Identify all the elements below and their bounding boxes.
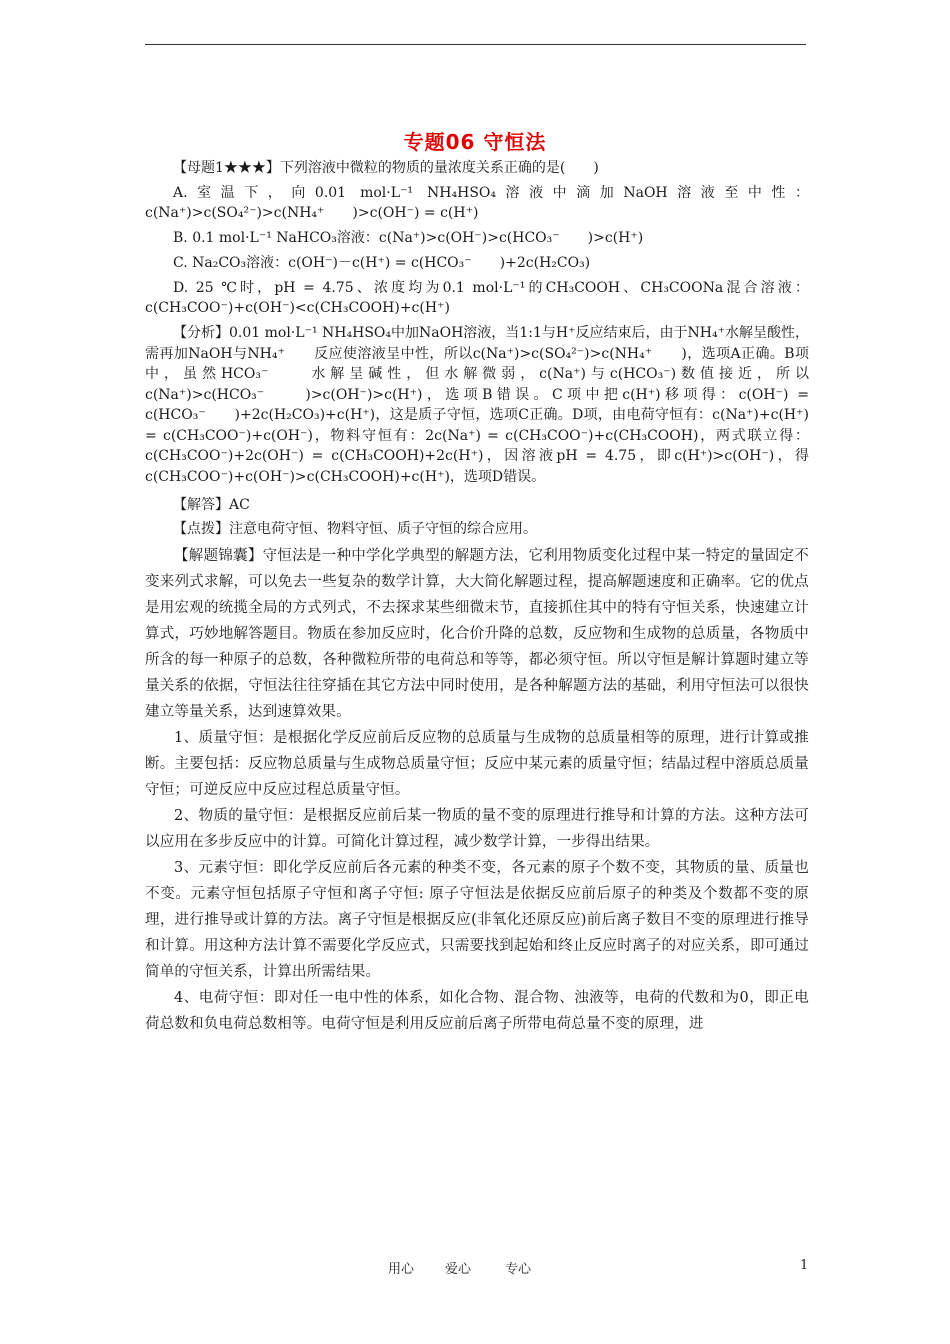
option-c: C. Na₂CO₃溶液：c(OH⁻)－c(H⁺) = c(HCO₃⁻ )+2c(H₂CO₃) bbox=[173, 255, 591, 271]
footer-text-2: 爱心 bbox=[445, 1262, 472, 1277]
footer-text-1: 用心 bbox=[388, 1262, 415, 1277]
page-footer bbox=[0, 1258, 950, 1278]
option-a: A.室温下，向0.01 mol·L⁻¹ NH₄HSO₄溶液中滴加NaOH溶液至中性：c(Na⁺)>c(SO₄²⁻)>c(NH₄⁺ )>c(OH⁻) = c(H⁺) bbox=[145, 185, 809, 221]
page-title: 专题06 守恒法 bbox=[403, 130, 547, 154]
option-b: B. 0.1 mol·L⁻¹ NaHCO₃溶液：c(Na⁺)>c(OH⁻)>c(HCO₃⁻ )>c(H⁺) bbox=[173, 230, 644, 246]
analysis-paragraph: 【分析】0.01 mol·L⁻¹ NH₄HSO₄中加NaOH溶液，当1:1与H⁺反应结束后，由于NH₄⁺水解呈酸性，需再加NaOH与NH₄⁺ 反应使溶液呈中性，所以c(Na⁺)>c(SO₄²⁻)>c(NH₄⁺ )，选项A正确。B项中，虽然HCO₃⁻ 水解呈碱性，但水解微弱，c(Na⁺)与c(HCO₃⁻)数值接近，所以c(Na⁺)>c(HCO₃⁻ )>c(OH⁻)>c(H⁺)，选项B错误。C项中把c(H⁺)移项得：c(OH⁻) = c(HCO₃⁻ )+2c(H₂CO₃)+c(H⁺)，这是质子守恒，选项C正确。D项，由电荷守恒有：c(Na⁺)+c(H⁺) = c(CH₃COO⁻)+c(OH⁻)，物料守恒有：2c(Na⁺) = c(CH₃COO⁻)+c(CH₃COOH)，两式联立得：c(CH₃COO⁻)+2c(OH⁻) = c(CH₃COOH)+2c(H⁺)，因溶液pH = 4.75，即c(H⁺)>c(OH⁻)，得c(CH₃COO⁻)+c(OH⁻)>c(CH₃COOH)+c(H⁺)，选项D错误。 bbox=[145, 325, 809, 485]
method-paragraph: 【解题锦囊】守恒法是一种中学化学典型的解题方法，它利用物质变化过程中某一特定的量固定不变来列式求解，可以免去一些复杂的数学计算，大大简化解题过程，提高解题速度和正确率。它的优点是用宏观的统揽全局的方式列式，不去探求某些细微末节，直接抓住其中的特有守恒关系，快速建立计算式，巧妙地解答题目。物质在参加反应时，化合价升降的总数，反应物和生成物的总质量，各物质中所含的每一种原子的总数，各种微粒所带的电荷总和等等，都必须守恒。所以守恒是解计算题时建立等量关系的依据，守恒法往往穿插在其它方法中同时使用，是各种解题方法的基础，利用守恒法可以很快建立等量关系，达到速算效果。 bbox=[145, 548, 809, 720]
page-number: 1 bbox=[800, 1258, 809, 1273]
document-body bbox=[145, 158, 809, 1037]
item-4: 4、电荷守恒：即对任一电中性的体系，如化合物、混合物、浊液等，电荷的代数和为0，即正电荷总数和负电荷总数相等。电荷守恒是利用反应前后离子所带电荷总量不变的原理，进 bbox=[145, 990, 809, 1032]
tip-line: 【点拨】注意电荷守恒、物料守恒、质子守恒的综合应用。 bbox=[173, 521, 537, 537]
item-1: 1、质量守恒：是根据化学反应前后反应物的总质量与生成物的总质量相等的原理，进行计算或推断。主要包括：反应物总质量与生成物总质量守恒；反应中某元素的质量守恒；结晶过程中溶质总质量守恒；可逆反应中反应过程总质量守恒。 bbox=[145, 730, 809, 798]
item-3: 3、元素守恒：即化学反应前后各元素的种类不变，各元素的原子个数不变，其物质的量、质量也不变。元素守恒包括原子守恒和离子守恒: 原子守恒法是依据反应前后原子的种类及个数都不变的原理，进行推导或计算的方法。离子守恒是根据反应(非氧化还原反应)前后离子数目不变的原理进行推导和计算。用这种方法计算不需要化学反应式，只需要找到起始和终止反应时离子的对应关系，即可通过简单的守恒关系，计算出所需结果。 bbox=[145, 860, 809, 980]
option-d: D. 25 ℃时，pH = 4.75、浓度均为0.1 mol·L⁻¹的CH₃COOH、CH₃COONa混合溶液：c(CH₃COO⁻)+c(OH⁻)<c(CH₃COOH)+c(H⁺) bbox=[145, 280, 809, 316]
answer-line: 【解答】AC bbox=[173, 497, 250, 513]
footer-text-3: 专心 bbox=[505, 1262, 532, 1277]
item-2: 2、物质的量守恒：是根据反应前后某一物质的量不变的原理进行推导和计算的方法。这种方法可以应用在多步反应中的计算。可简化计算过程，减少数学计算，一步得出结果。 bbox=[145, 808, 809, 850]
header-rule bbox=[145, 44, 806, 45]
question-stem: 【母题1★★★】下列溶液中微粒的物质的量浓度关系正确的是( ) bbox=[173, 160, 599, 176]
